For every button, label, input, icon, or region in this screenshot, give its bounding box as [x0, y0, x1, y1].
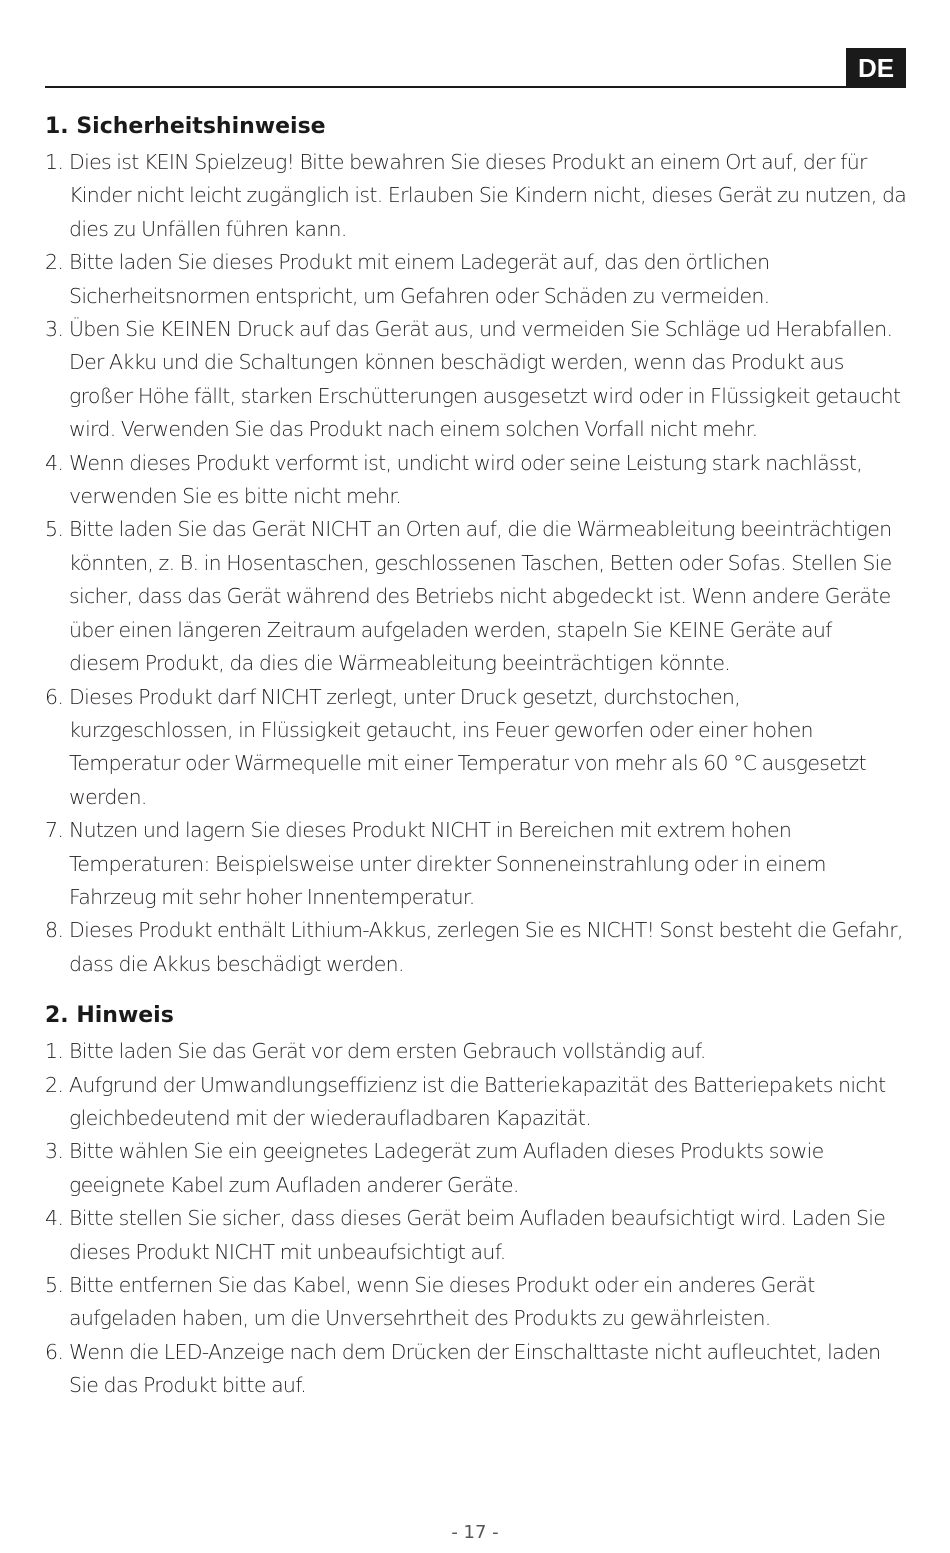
section-title-notes: 2. Hinweis: [45, 1003, 174, 1029]
list-item: [45, 1069, 907, 1136]
item-text: Üben Sie KEINEN Druck auf das Gerät aus, und vermeiden Sie Schläge ud Herabfallen. Der Akku und die Schaltungen können beschädigt werden, wenn das Produkt aus großer Höhe fällt, starken Erschütterungen ausgesetzt wird oder in Flüssigkeit getaucht wird. Verwenden Sie das Produkt nach einem solchen Vorfall nicht mehr.: [69, 317, 901, 442]
item-text: Bitte entfernen Sie das Kabel, wenn Sie dieses Produkt oder ein anderes Gerät aufgeladen haben, um die Unversehrtheit des Produkts zu gewährleisten.: [69, 1273, 815, 1331]
item-text: Wenn dieses Produkt verformt ist, undicht wird oder seine Leistung stark nachlässt, verwenden Sie es bitte nicht mehr.: [69, 450, 863, 509]
item-text: Dieses Produkt darf NICHT zerlegt, unter Druck gesetzt, durchstochen, kurzgeschlossen, in Flüssigkeit getaucht, ins Feuer geworfen oder einer hohen Temperatur oder Wärmequelle mit einer Temperatur von mehr als 60 °C ausgesetzt werden.: [69, 684, 866, 809]
item-number: 4.: [45, 1206, 64, 1231]
item-text: Wenn die LED-Anzeige nach dem Drücken der Einschalttaste nicht aufleuchtet, laden Sie das Produkt bitte auf.: [69, 1339, 881, 1398]
item-text: Aufgrund der Umwandlungseffizienz ist die Batteriekapazität des Batteriepakets nicht gleichbedeutend mit der wiederaufladbaren Kapazität.: [69, 1072, 886, 1130]
item-text: Bitte laden Sie dieses Produkt mit einem Ladegerät auf, das den örtlichen Sicherheitsnormen entspricht, um Gefahren oder Schäden zu vermeiden.: [69, 250, 770, 308]
item-number: 3.: [45, 317, 64, 342]
item-number: 2.: [45, 250, 64, 275]
list-item: [45, 246, 907, 313]
item-number: 6.: [45, 684, 64, 709]
item-text: Dieses Produkt enthält Lithium-Akkus, zerlegen Sie es NICHT! Sonst besteht die Gefahr, dass die Akkus beschädigt werden.: [69, 918, 903, 976]
list-item: [45, 1269, 907, 1336]
item-number: 6.: [45, 1339, 64, 1364]
item-number: 8.: [45, 918, 64, 943]
list-item: [45, 447, 907, 514]
item-number: 3.: [45, 1139, 64, 1164]
item-number: 2.: [45, 1072, 64, 1097]
section-title-safety: 1. Sicherheitshinweise: [45, 114, 326, 139]
list-item: [45, 1135, 907, 1202]
item-text: Nutzen und lagern Sie dieses Produkt NICHT in Bereichen mit extrem hohen Temperaturen: Beispielsweise unter direkter Sonneneinstrahlung oder in einem Fahrzeug mit sehr hoher Innentemperatur.: [69, 818, 826, 909]
item-text: Bitte wählen Sie ein geeignetes Ladegerät zum Aufladen dieses Produkts sowie geeignete Kabel zum Aufladen anderer Geräte.: [69, 1139, 824, 1197]
item-number: 5.: [45, 517, 64, 542]
list-item: [45, 1202, 907, 1269]
list-item: [45, 1336, 907, 1403]
list-item: [45, 146, 907, 246]
item-text: Dies ist KEIN Spielzeug! Bitte bewahren Sie dieses Produkt an einem Ort auf, der für Kinder nicht leicht zugänglich ist. Erlauben Sie Kindern nicht, dieses Gerät zu nutzen, da dies zu Unfällen führen kann.: [69, 150, 907, 241]
list-item: [45, 681, 907, 815]
item-number: 1.: [45, 150, 64, 174]
safety-list: [45, 146, 907, 981]
notes-list: [45, 1035, 907, 1402]
list-item: [45, 513, 907, 680]
list-item: [45, 313, 907, 447]
item-number: 7.: [45, 818, 64, 843]
page-number: - 17 -: [451, 1522, 499, 1543]
item-number: 5.: [45, 1273, 64, 1297]
header-divider: [45, 86, 848, 88]
document-body: [45, 112, 907, 1403]
item-number: 1.: [45, 1039, 64, 1064]
list-item: [45, 1035, 907, 1068]
list-item: [45, 814, 907, 914]
list-item: [45, 914, 907, 981]
item-text: Bitte laden Sie das Gerät NICHT an Orten auf, die die Wärmeableitung beeinträchtigen könnten, z. B. in Hosentaschen, geschlossenen Taschen, Betten oder Sofas. Stellen Sie sicher, dass das Gerät während des Betriebs nicht abgedeckt ist. Wenn andere Geräte über einen längeren Zeitraum aufgeladen werden, stapeln Sie KEINE Geräte auf diesem Produkt, da dies die Wärmeableitung beeinträchtigen könnte.: [69, 517, 892, 676]
language-badge: DE: [846, 48, 906, 88]
item-text: Bitte laden Sie das Gerät vor dem ersten Gebrauch vollständig auf.: [69, 1039, 706, 1064]
item-number: 4.: [45, 450, 64, 475]
item-text: Bitte stellen Sie sicher, dass dieses Gerät beim Aufladen beaufsichtigt wird. Laden Sie dieses Produkt NICHT mit unbeaufsichtigt auf.: [69, 1206, 886, 1264]
